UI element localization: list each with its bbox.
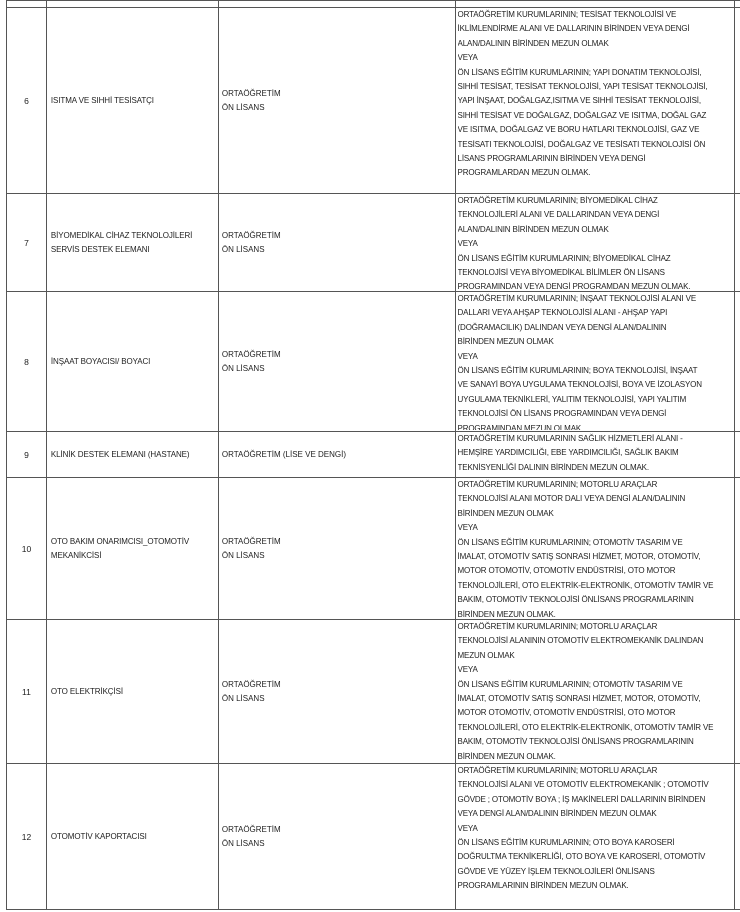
- requirement-line: ORTAÖĞRETİM KURUMLARININ; MOTORLU ARAÇLAR: [457, 480, 658, 489]
- education-level-cell: [218, 8, 455, 194]
- requirement-line: ORTAÖĞRETİM KURUMLARININ; TESİSAT TEKNOLOJİSİ VE: [457, 10, 677, 19]
- job-title-cell: [46, 764, 218, 910]
- requirement-line: ORTAÖĞRETİM KURUMLARININ; İNŞAAT TEKNOLOJİSİ ALANI VE: [457, 294, 697, 303]
- education-level-line: ORTAÖĞRETİM: [221, 679, 281, 689]
- education-level-cell: [218, 194, 455, 292]
- requirement-line: PROGRAMLARDAN MEZUN OLMAK.: [457, 168, 591, 178]
- job-title-line: OTOMOTİV KAPORTACISI: [50, 831, 147, 841]
- qualification-requirements-cell: [455, 764, 735, 910]
- requirement-line: TEKNİSYENLİĞİ DALININ BİRİNDEN MEZUN OLMAK.: [457, 462, 649, 472]
- requirements-text: [458, 292, 735, 430]
- row-number: 11: [7, 620, 47, 764]
- requirement-line: LİSANS PROGRAMLARININ BİRİNDEN VEYA DENGİ: [457, 154, 646, 164]
- requirement-line: VEYA: [457, 53, 478, 63]
- table-row: [7, 432, 740, 478]
- requirement-line: ÖN LİSANS EĞİTİM KURUMLARININ; OTOMOTİV TASARIM VE: [457, 679, 683, 689]
- job-title-cell: [46, 8, 218, 194]
- table-row: [7, 764, 740, 910]
- education-level-line: ÖN LİSANS: [221, 550, 265, 560]
- requirement-line: ÖN LİSANS EĞİTİM KURUMLARININ; BOYA TEKNOLOJİSİ, İNŞAAT: [457, 366, 698, 376]
- qualification-requirements-cell: [455, 620, 735, 764]
- qualification-requirements-cell: [455, 478, 735, 620]
- requirement-line: TEKNOLOJİSİ ALANI VE OTOMOTİV ELEKTROMEKANİK ; OTOMOTİV: [457, 780, 709, 790]
- row-number: 12: [7, 764, 47, 910]
- education-level-line: ÖN LİSANS: [221, 838, 265, 848]
- requirement-line: BAKIM, OTOMOTİV TEKNOLOJİSİ ÖNLİSANS PROGRAMLARININ: [457, 595, 694, 605]
- requirement-line: SIHHİ TESİSAT VE DOĞALGAZ, DOĞALGAZ VE ISITMA, DOĞAL GAZ: [457, 110, 707, 120]
- next-column-edge: [735, 764, 740, 910]
- education-level-line: ÖN LİSANS: [221, 244, 265, 254]
- job-title-cell: [46, 432, 218, 478]
- education-level-cell: [218, 620, 455, 764]
- job-title-cell: [46, 620, 218, 764]
- table-row: [7, 620, 740, 764]
- requirement-line: VE ISITMA, DOĞALGAZ VE BORU HATLARI TEKNOLOJİSİ, GAZ VE: [457, 125, 700, 135]
- requirement-line: ÖN LİSANS EĞİTİM KURUMLARININ; BİYOMEDİKAL CİHAZ: [457, 253, 671, 263]
- requirement-line: PROGRAMINDAN MEZUN OLMAK.: [457, 423, 584, 430]
- requirement-line: VEYA: [457, 823, 478, 833]
- requirement-line: HEMŞİRE YARDIMCILIĞI, EBE YARDIMCILIĞI, SAĞLIK BAKIM: [457, 448, 679, 458]
- requirement-line: TEKNOLOJİSİ ÖN LİSANS PROGRAMINDAN VEYA DENGİ: [457, 409, 667, 419]
- requirement-line: BİRİNDEN MEZUN OLMAK: [457, 508, 554, 518]
- education-level-cell: [218, 432, 455, 478]
- education-level-line: ORTAÖĞRETİM (LİSE VE DENGİ): [221, 449, 347, 459]
- requirement-line: PROGRAMINDAN VEYA DENGİ PROGRAMDAN MEZUN OLMAK.: [457, 282, 691, 290]
- requirement-line: (DOĞRAMACILIK) DALINDAN VEYA DENGİ ALAN/DALININ: [457, 322, 667, 332]
- education-level-line: ÖN LİSANS: [221, 363, 265, 373]
- education-level-cell: [218, 764, 455, 910]
- next-column-edge: [735, 620, 740, 764]
- requirement-line: ORTAÖĞRETİM KURUMLARININ; BİYOMEDİKAL CİHAZ: [457, 196, 658, 205]
- requirement-line: ÖN LİSANS EĞİTİM KURUMLARININ; OTO BOYA KAROSERİ: [457, 838, 675, 848]
- requirements-text: [458, 620, 735, 762]
- table-body: [7, 1, 740, 910]
- table-top-edge: [7, 1, 740, 8]
- requirement-line: TEKNOLOJİLERİ, OTO ELEKTRİK-ELEKTRONİK, OTOMOTİV TAMİR VE: [457, 722, 714, 732]
- qualification-requirements-cell: [455, 432, 735, 478]
- requirement-line: SIHHİ TESİSAT, TESİSAT TEKNOLOJİSİ, YAPI TESİSAT TEKNOLOJİSİ,: [457, 82, 708, 92]
- requirement-line: VEYA: [457, 523, 478, 533]
- requirement-line: ORTAÖĞRETİM KURUMLARININ; MOTORLU ARAÇLAR: [457, 622, 658, 631]
- row-number: 7: [7, 194, 47, 292]
- job-title-line: İNŞAAT BOYACISI/ BOYACI: [50, 356, 151, 366]
- requirement-line: TESİSATI TEKNOLOJİSİ, DOĞALGAZ VE TESİSATI TEKNOLOJİSİ ÖN: [457, 139, 706, 149]
- row-number: 10: [7, 478, 47, 620]
- next-column-edge: [735, 8, 740, 194]
- job-title-line: BİYOMEDİKAL CİHAZ TEKNOLOJİLERİ: [50, 230, 193, 240]
- requirement-line: VEYA: [457, 665, 478, 675]
- job-title-line: KLİNİK DESTEK ELEMANI (HASTANE): [50, 449, 190, 459]
- next-column-edge: [735, 194, 740, 292]
- job-title-line: SERVİS DESTEK ELEMANI: [50, 244, 150, 254]
- requirement-line: MEZUN OLMAK: [457, 650, 515, 660]
- job-requirements-table: [6, 0, 740, 910]
- requirement-line: ÖN LİSANS EĞİTİM KURUMLARININ; OTOMOTİV TASARIM VE: [457, 537, 683, 547]
- requirement-line: YAPI İNŞAAT, DOĞALGAZ,ISITMA VE SIHHİ TESİSAT TEKNOLOJİSİ,: [457, 96, 701, 106]
- requirement-line: GÖVDE VE YÜZEY İŞLEM TEKNOLOJİLERİ ÖNLİSANS: [457, 866, 655, 876]
- table-row: [7, 478, 740, 620]
- requirement-line: TEKNOLOJİSİ VEYA BİYOMEDİKAL BİLİMLER ÖN LİSANS: [457, 268, 665, 278]
- next-column-edge: [735, 432, 740, 478]
- requirement-line: VEYA: [457, 351, 478, 361]
- row-number: 6: [7, 8, 47, 194]
- requirement-line: UYGULAMA TEKNİKLERİ, YALITIM TEKNOLOJİSİ, YAPI YALITIM: [457, 394, 687, 404]
- qualification-requirements-cell: [455, 8, 735, 194]
- job-title-line: ISITMA VE SIHHİ TESİSATÇI: [50, 95, 154, 105]
- qualification-requirements-cell: [455, 194, 735, 292]
- requirement-line: GÖVDE ; OTOMOTİV BOYA ; İŞ MAKİNELERİ DALLARININ BİRİNDEN: [457, 794, 706, 804]
- requirement-line: VEYA DENGİ ALAN/DALININ BİRİNDEN MEZUN OLMAK: [457, 809, 657, 819]
- row-number: 8: [7, 292, 47, 432]
- education-level-line: ÖN LİSANS: [221, 102, 265, 112]
- job-title-cell: [46, 292, 218, 432]
- table-row: [7, 194, 740, 292]
- education-level-line: ORTAÖĞRETİM: [221, 230, 281, 240]
- requirement-line: PROGRAMLARININ BİRİNDEN MEZUN OLMAK.: [457, 881, 629, 891]
- requirement-line: BAKIM, OTOMOTİV TEKNOLOJİSİ ÖNLİSANS PROGRAMLARININ: [457, 737, 694, 747]
- table-row: [7, 8, 740, 194]
- requirement-line: MOTOR OTOMOTİV, OTOMOTİV ENDÜSTRİSİ, OTO MOTOR: [457, 566, 676, 576]
- requirement-line: TEKNOLOJİSİ ALANININ OTOMOTİV ELEKTROMEKANİK DALINDAN: [457, 636, 704, 646]
- education-level-cell: [218, 292, 455, 432]
- education-level-cell: [218, 478, 455, 620]
- requirement-line: BİRİNDEN MEZUN OLMAK: [457, 337, 554, 347]
- table-row: [7, 292, 740, 432]
- requirements-text: [458, 764, 735, 908]
- requirement-line: DALLARI VEYA AHŞAP TEKNOLOJİSİ ALANI - AHŞAP YAPI: [457, 308, 668, 318]
- requirement-line: ORTAÖĞRETİM KURUMLARININ SAĞLIK HİZMETLERİ ALANI -: [457, 434, 683, 443]
- requirement-line: VEYA: [457, 239, 478, 249]
- requirement-line: ORTAÖĞRETİM KURUMLARININ; MOTORLU ARAÇLAR: [457, 766, 658, 775]
- qualification-requirements-cell: [455, 292, 735, 432]
- education-level-line: ORTAÖĞRETİM: [221, 824, 281, 834]
- requirement-line: VE SANAYİ BOYA UYGULAMA TEKNOLOJİSİ, BOYA VE İZOLASYON: [457, 380, 702, 390]
- requirements-text: [458, 432, 735, 476]
- requirement-line: ALAN/DALININ BİRİNDEN MEZUN OLMAK: [457, 224, 609, 234]
- education-level-line: ORTAÖĞRETİM: [221, 88, 281, 98]
- requirement-line: MOTOR OTOMOTİV, OTOMOTİV ENDÜSTRİSİ, OTO MOTOR: [457, 708, 676, 718]
- education-level-line: ÖN LİSANS: [221, 693, 265, 703]
- requirements-text: [458, 194, 735, 290]
- requirement-line: ALAN/DALININ BİRİNDEN MEZUN OLMAK: [457, 38, 609, 48]
- job-title-line: OTO BAKIM ONARIMCISI_OTOMOTİV: [50, 536, 190, 546]
- requirements-text: [458, 8, 735, 192]
- job-title-line: OTO ELEKTRİKÇİSİ: [50, 686, 123, 696]
- requirement-line: BİRİNDEN MEZUN OLMAK.: [457, 609, 556, 618]
- requirement-line: İMALAT, OTOMOTİV SATIŞ SONRASI HİZMET, MOTOR, OTOMOTİV,: [457, 552, 701, 562]
- job-title-line: MEKANİKCİSİ: [50, 550, 102, 560]
- requirement-line: TEKNOLOJİLERİ, OTO ELEKTRİK-ELEKTRONİK, OTOMOTİV TAMİR VE: [457, 580, 714, 590]
- education-level-line: ORTAÖĞRETİM: [221, 349, 281, 359]
- requirement-line: BİRİNDEN MEZUN OLMAK.: [457, 751, 556, 761]
- requirement-line: İMALAT, OTOMOTİV SATIŞ SONRASI HİZMET, MOTOR, OTOMOTİV,: [457, 694, 701, 704]
- education-level-line: ORTAÖĞRETİM: [221, 536, 281, 546]
- row-number: 9: [7, 432, 47, 478]
- requirement-line: İKLİMLENDİRME ALANI VE DALLARININ BİRİNDEN VEYA DENGİ: [457, 24, 690, 34]
- requirement-line: ÖN LİSANS EĞİTİM KURUMLARININ; YAPI DONATIM TEKNOLOJİSİ,: [457, 67, 702, 77]
- job-title-cell: [46, 478, 218, 620]
- requirement-line: TEKNOLOJİSİ ALANI MOTOR DALI VEYA DENGİ ALAN/DALININ: [457, 494, 686, 504]
- requirement-line: DOĞRULTMA TEKNİKERLİĞİ, OTO BOYA VE KAROSERİ, OTOMOTİV: [457, 852, 706, 862]
- next-column-edge: [735, 292, 740, 432]
- next-column-edge: [735, 478, 740, 620]
- requirements-text: [458, 478, 735, 618]
- requirement-line: TEKNOLOJİLERİ ALANI VE DALLARINDAN VEYA DENGİ: [457, 210, 660, 220]
- job-title-cell: [46, 194, 218, 292]
